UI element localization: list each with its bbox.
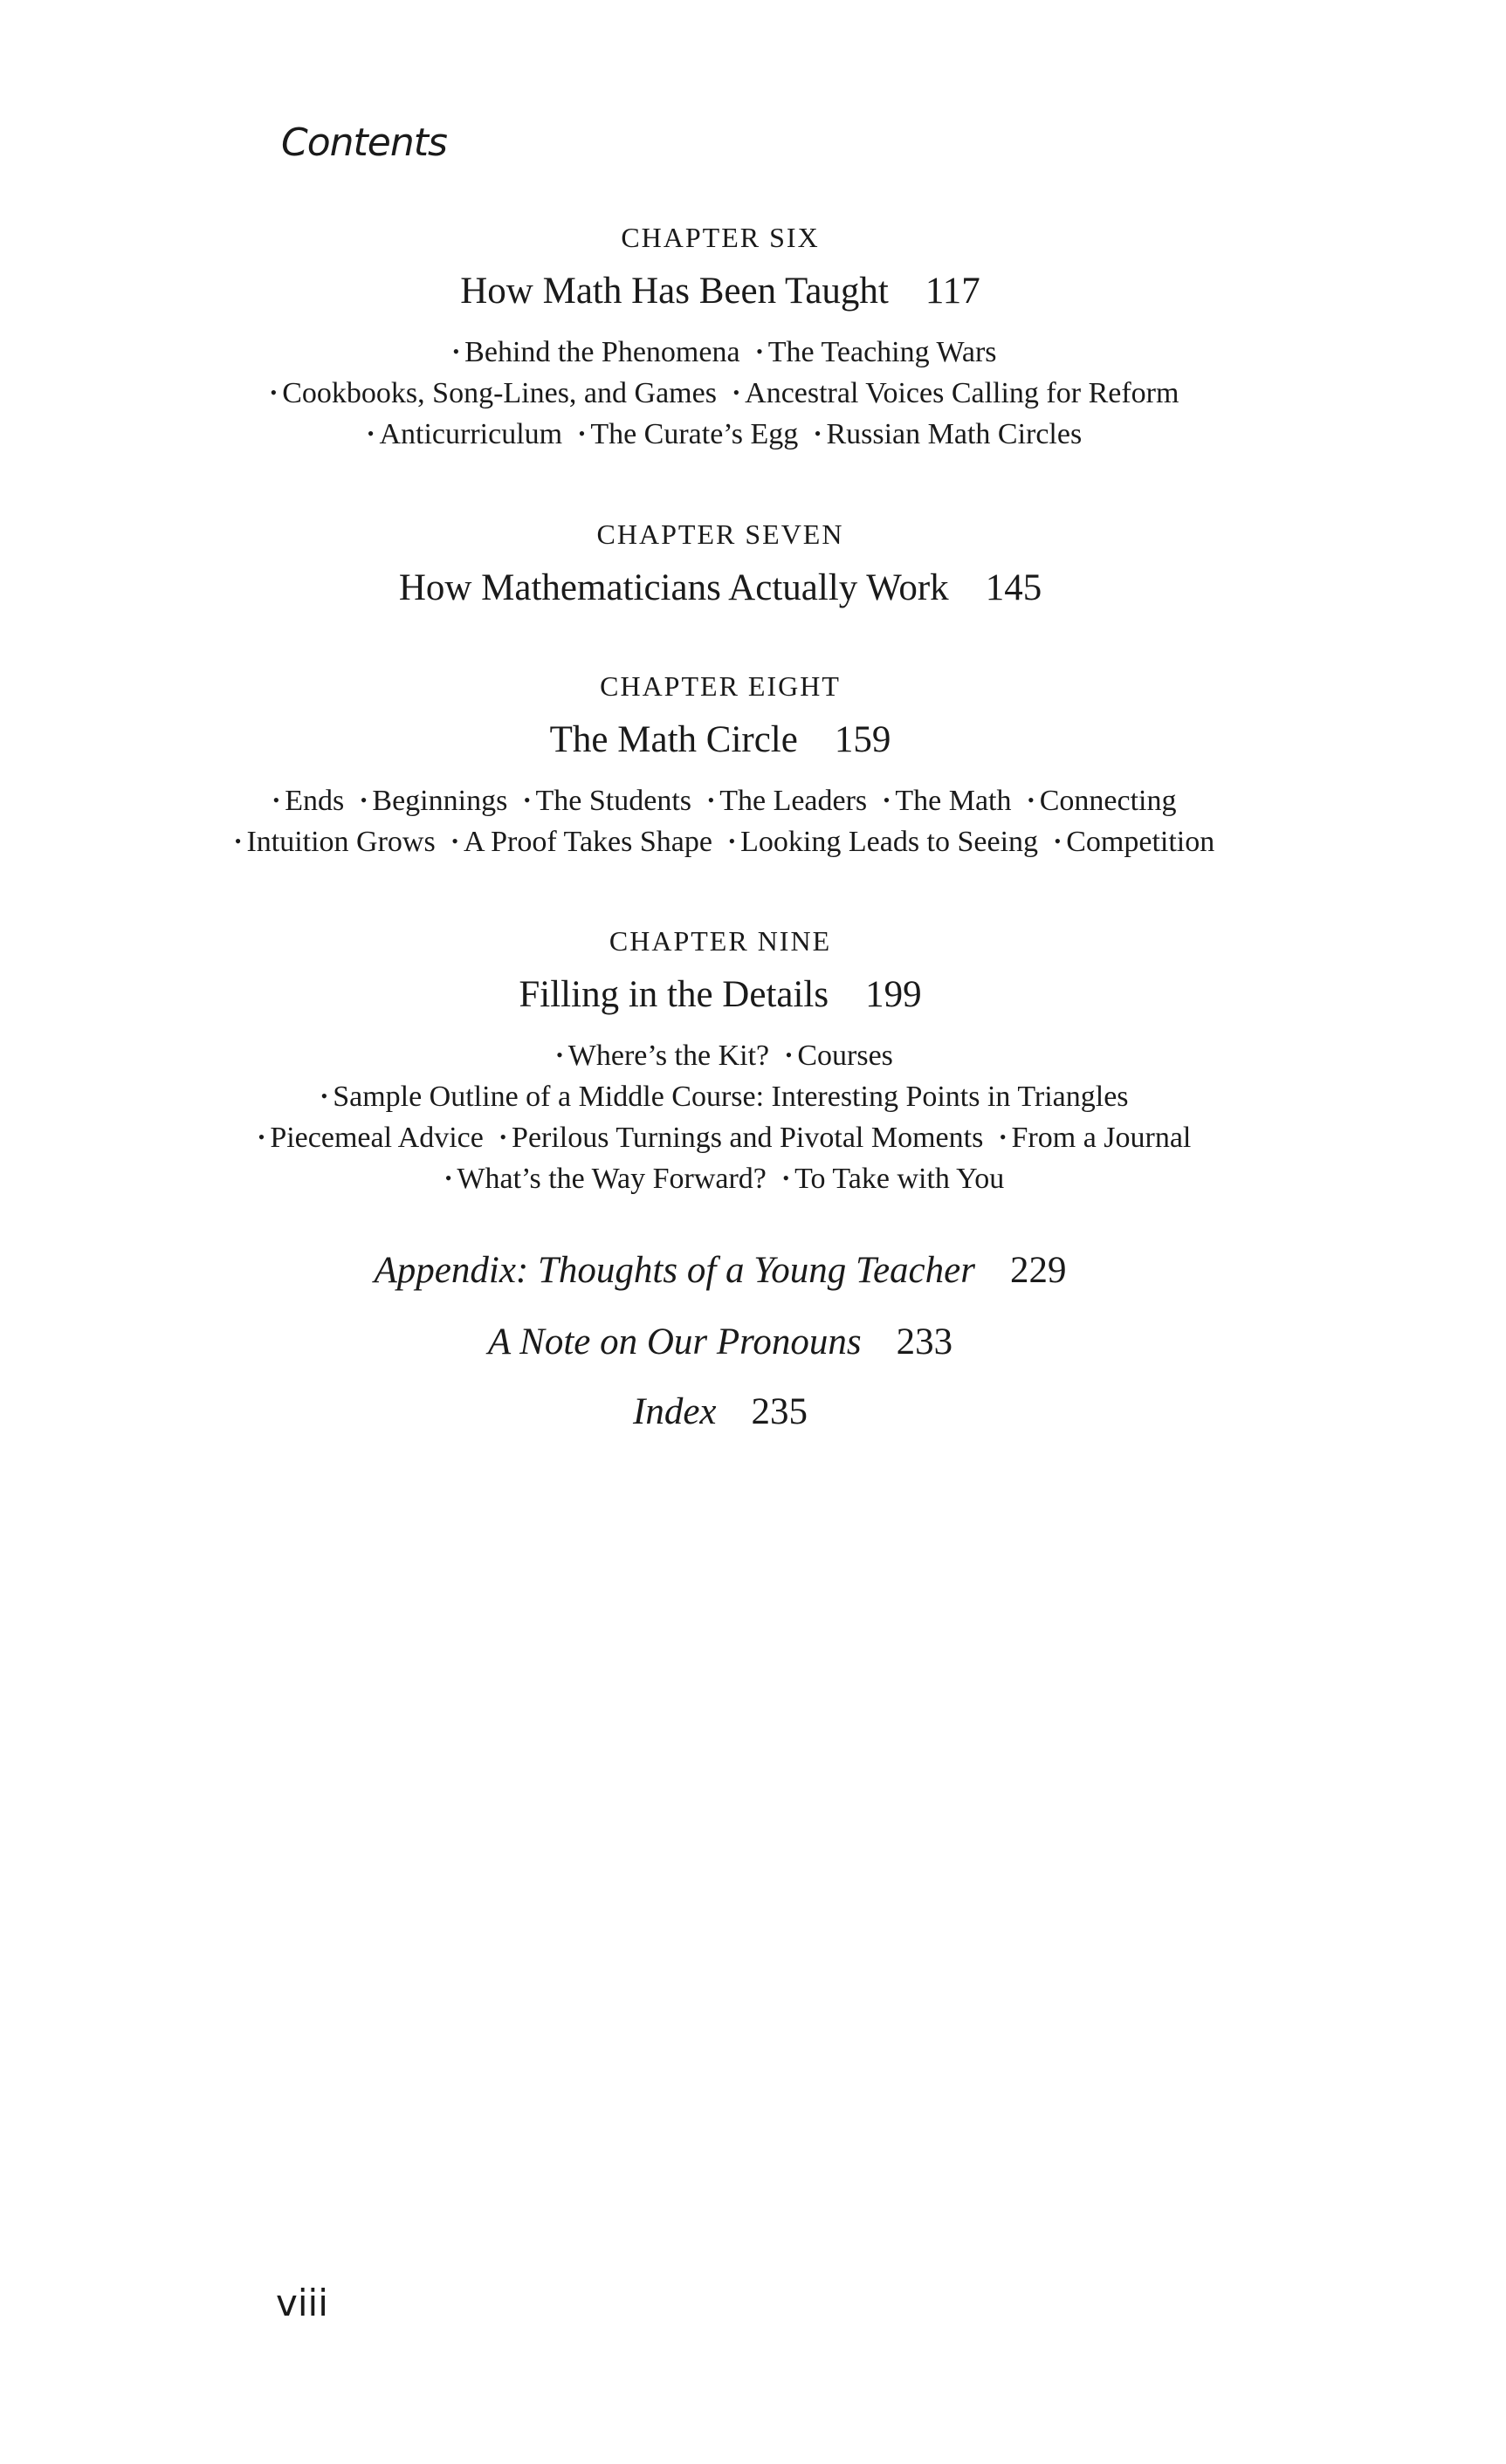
section-list — [0, 780, 1441, 862]
chapter-title: How Mathematicians Actually Work — [398, 567, 949, 608]
section-item: Beginnings — [372, 785, 508, 817]
section-line — [0, 373, 1441, 414]
section-line — [0, 1117, 1441, 1158]
section-item: A Proof Takes Shape — [463, 826, 712, 858]
section-item: Looking Leads to Seeing — [740, 826, 1039, 858]
section-item: Ancestral Voices Calling for Reform — [745, 377, 1179, 409]
bullet-icon: • — [707, 789, 715, 811]
back-matter-entry[interactable] — [0, 1388, 1441, 1437]
section-item: Cookbooks, Song-Lines, and Games — [282, 377, 717, 409]
section-line — [0, 1158, 1441, 1199]
chapter-label: CHAPTER NINE — [609, 925, 832, 957]
chapter-entry — [0, 669, 1441, 862]
chapter-title: The Math Circle — [549, 719, 798, 760]
back-matter-entry[interactable] — [0, 1318, 1441, 1367]
chapter-page-number: 159 — [834, 719, 891, 760]
section-item: What’s the Way Forward? — [457, 1163, 767, 1195]
bullet-icon: • — [360, 789, 368, 811]
section-item: The Teaching Wars — [767, 336, 997, 368]
section-item: Piecemeal Advice — [270, 1122, 484, 1154]
section-item: Perilous Turnings and Pivotal Moments — [512, 1122, 984, 1154]
bullet-icon: • — [367, 422, 375, 444]
section-item: Competition — [1066, 826, 1215, 858]
chapter-title-line[interactable] — [0, 716, 1441, 765]
bullet-icon: • — [578, 422, 586, 444]
chapter-label: CHAPTER SEVEN — [596, 518, 844, 550]
section-item: To Take with You — [794, 1163, 1005, 1195]
chapter-label: CHAPTER EIGHT — [600, 670, 841, 702]
section-item: Behind the Phenomena — [464, 336, 740, 368]
running-head: Contents — [281, 120, 447, 165]
back-matter-page-number: 233 — [896, 1321, 953, 1362]
chapter-entry — [0, 517, 1441, 613]
section-item: From a Journal — [1011, 1122, 1192, 1154]
chapter-title: How Math Has Been Taught — [460, 271, 889, 312]
section-item: Ends — [285, 785, 345, 817]
bullet-icon: • — [883, 789, 891, 811]
chapter-label: CHAPTER SIX — [621, 222, 820, 253]
section-item: The Math — [895, 785, 1012, 817]
bullet-icon: • — [1028, 789, 1035, 811]
section-item: Courses — [797, 1040, 893, 1072]
back-matter-title: Appendix: Thoughts of a Young Teacher — [374, 1250, 975, 1291]
bullet-icon: • — [728, 830, 736, 852]
chapter-title-line[interactable] — [0, 971, 1441, 1019]
bullet-icon: • — [258, 1126, 265, 1148]
bullet-icon: • — [785, 1044, 793, 1066]
bullet-icon: • — [1054, 830, 1062, 852]
section-item: The Leaders — [719, 785, 868, 817]
back-matter-page-number: 235 — [751, 1391, 808, 1432]
chapter-entry — [0, 220, 1441, 455]
chapter-title-line[interactable] — [0, 267, 1441, 316]
section-item: Sample Outline of a Middle Course: Interesting Points in Triangles — [333, 1081, 1129, 1113]
bullet-icon: • — [523, 789, 531, 811]
chapter-page-number: 145 — [985, 567, 1042, 608]
section-item: The Curate’s Egg — [590, 418, 799, 450]
back-matter-title: Index — [633, 1391, 717, 1432]
section-item: The Students — [535, 785, 691, 817]
bullet-icon: • — [444, 1167, 452, 1189]
bullet-icon: • — [999, 1126, 1007, 1148]
bullet-icon: • — [452, 340, 460, 362]
section-list — [0, 1035, 1441, 1199]
section-line — [0, 780, 1441, 821]
chapter-title-line[interactable] — [0, 564, 1441, 613]
section-item: Where’s the Kit? — [567, 1040, 770, 1072]
bullet-icon: • — [756, 340, 763, 362]
chapter-page-number: 117 — [925, 271, 980, 312]
bullet-icon: • — [234, 830, 242, 852]
section-line — [0, 821, 1441, 862]
section-list — [0, 332, 1441, 455]
bullet-icon: • — [272, 789, 280, 811]
bullet-icon: • — [556, 1044, 563, 1066]
section-item: Connecting — [1039, 785, 1177, 817]
chapter-page-number: 199 — [865, 974, 922, 1015]
chapter-title: Filling in the Details — [519, 974, 829, 1015]
bullet-icon: • — [782, 1167, 790, 1189]
section-item: Anticurriculum — [379, 418, 563, 450]
bullet-icon: • — [320, 1085, 328, 1107]
section-line — [0, 1076, 1441, 1117]
section-line — [0, 332, 1441, 373]
back-matter-entry[interactable] — [0, 1246, 1441, 1295]
bullet-icon: • — [814, 422, 822, 444]
back-matter-page-number: 229 — [1009, 1250, 1067, 1291]
section-item: Intuition Grows — [246, 826, 436, 858]
back-matter-title: A Note on Our Pronouns — [487, 1321, 862, 1362]
section-line — [0, 1035, 1441, 1076]
bullet-icon: • — [451, 830, 458, 852]
bullet-icon: • — [499, 1126, 507, 1148]
bullet-icon: • — [270, 381, 278, 403]
folio-page-number: viii — [276, 2282, 328, 2324]
bullet-icon: • — [732, 381, 740, 403]
chapter-entry — [0, 923, 1441, 1199]
section-item: Russian Math Circles — [826, 418, 1083, 450]
section-line — [0, 414, 1441, 455]
